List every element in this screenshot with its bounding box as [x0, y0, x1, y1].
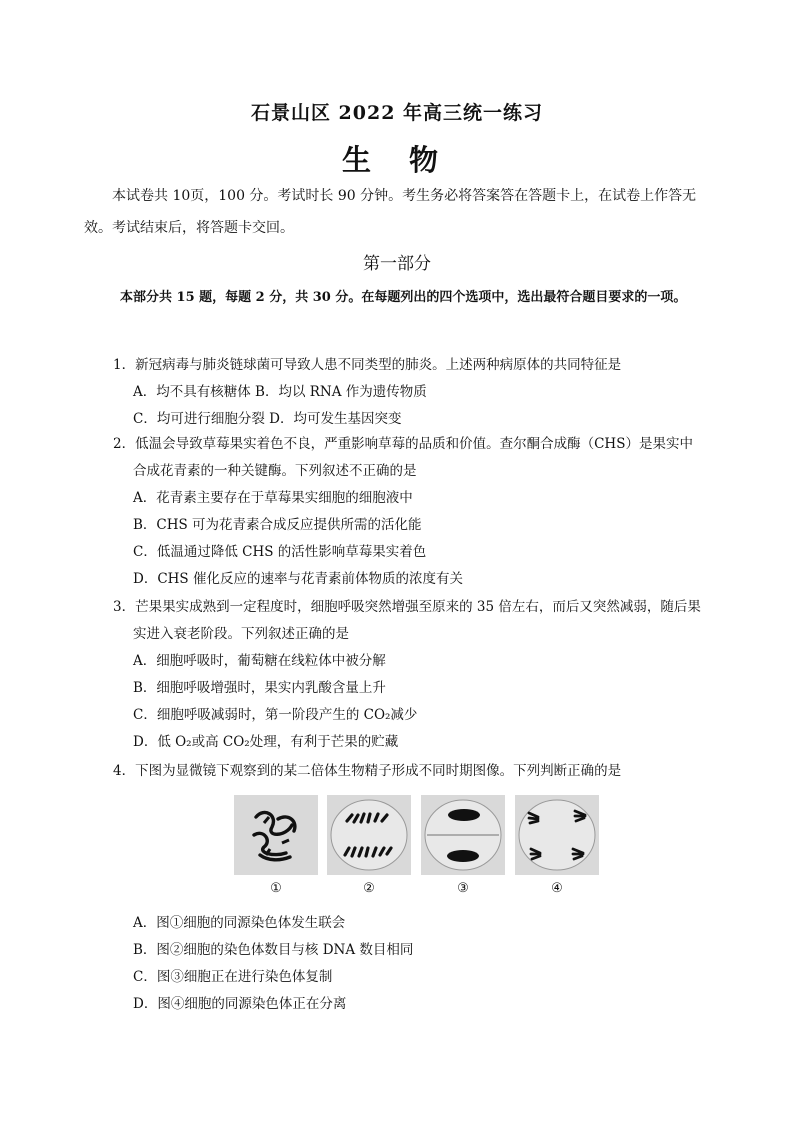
option-line: C．图③细胞正在进行染色体复制 [133, 969, 333, 985]
question-2 [113, 431, 703, 593]
question-4 [113, 758, 703, 785]
option-line: D．图④细胞的同源染色体正在分离 [133, 996, 347, 1012]
option-line: D．CHS 催化反应的速率与花青素前体物质的浓度有关 [133, 571, 463, 587]
cell-figure-1 [234, 795, 318, 875]
question-stem: 2．低温会导致草莓果实着色不良，严重影响草莓的品质和价值。查尔酮合成酶（CHS）是果实中合成花青素的一种关键酶。下列叙述不正确的是 [113, 436, 693, 479]
question-4-options [113, 910, 703, 1018]
option-line: A．图①细胞的同源染色体发生联会 [133, 915, 346, 931]
cell-figure-2 [327, 795, 411, 875]
question-stem: 4．下图为显微镜下观察到的某二倍体生物精子形成不同时期图像。下列判断正确的是 [113, 763, 622, 779]
subject-title: 生 物 [341, 143, 453, 177]
question-stem: 3．芒果果实成熟到一定程度时，细胞呼吸突然增强至原来的 35 倍左右，而后又突然减弱，随后果实进入衰老阶段。下列叙述正确的是 [113, 599, 701, 642]
question-stem: 1．新冠病毒与肺炎链球菌可导致人患不同类型的肺炎。上述两种病原体的共同特征是 [113, 357, 622, 373]
option-line: B．CHS 可为花青素合成反应提供所需的活化能 [133, 517, 422, 533]
option-line: A．均不具有核糖体 B．均以 RNA 作为遗传物质 [133, 384, 427, 400]
exam-title: 石景山区 2022 年高三统一练习 [250, 102, 544, 124]
option-line: C．低温通过降低 CHS 的活性影响草莓果实着色 [133, 544, 427, 560]
option-line: B．细胞呼吸增强时，果实内乳酸含量上升 [133, 680, 386, 696]
section-title: 第一部分 [363, 254, 431, 274]
figure-label-4: ④ [551, 881, 563, 896]
option-line: A．花青素主要存在于草莓果实细胞的细胞液中 [133, 490, 413, 506]
section-instruction: 本部分共 15 题，每题 2 分，共 30 分。在每题列出的四个选项中，选出最符合题目要求的一项。 [120, 290, 687, 305]
figure-label-3: ③ [457, 881, 469, 896]
option-line: A．细胞呼吸时，葡萄糖在线粒体中被分解 [133, 653, 386, 669]
question-1 [113, 352, 703, 433]
cell-figure-4 [515, 795, 599, 875]
cell-figures [234, 795, 604, 900]
option-line: B．图②细胞的染色体数目与核 DNA 数目相同 [133, 942, 414, 958]
option-line: C．细胞呼吸减弱时，第一阶段产生的 CO₂减少 [133, 707, 418, 723]
option-line: C．均可进行细胞分裂 D．均可发生基因突变 [133, 411, 402, 427]
question-3 [113, 594, 703, 756]
cell-figure-3 [421, 795, 505, 875]
option-line: D．低 O₂或高 CO₂处理，有利于芒果的贮藏 [133, 734, 399, 750]
figure-label-1: ① [270, 881, 282, 896]
figure-label-2: ② [363, 881, 375, 896]
intro-paragraph: 本试卷共 10页，100 分。考试时长 90 分钟。考生务必将答案答在答题卡上，在试卷上作答无效。考试结束后，将答题卡交回。 [84, 188, 697, 236]
